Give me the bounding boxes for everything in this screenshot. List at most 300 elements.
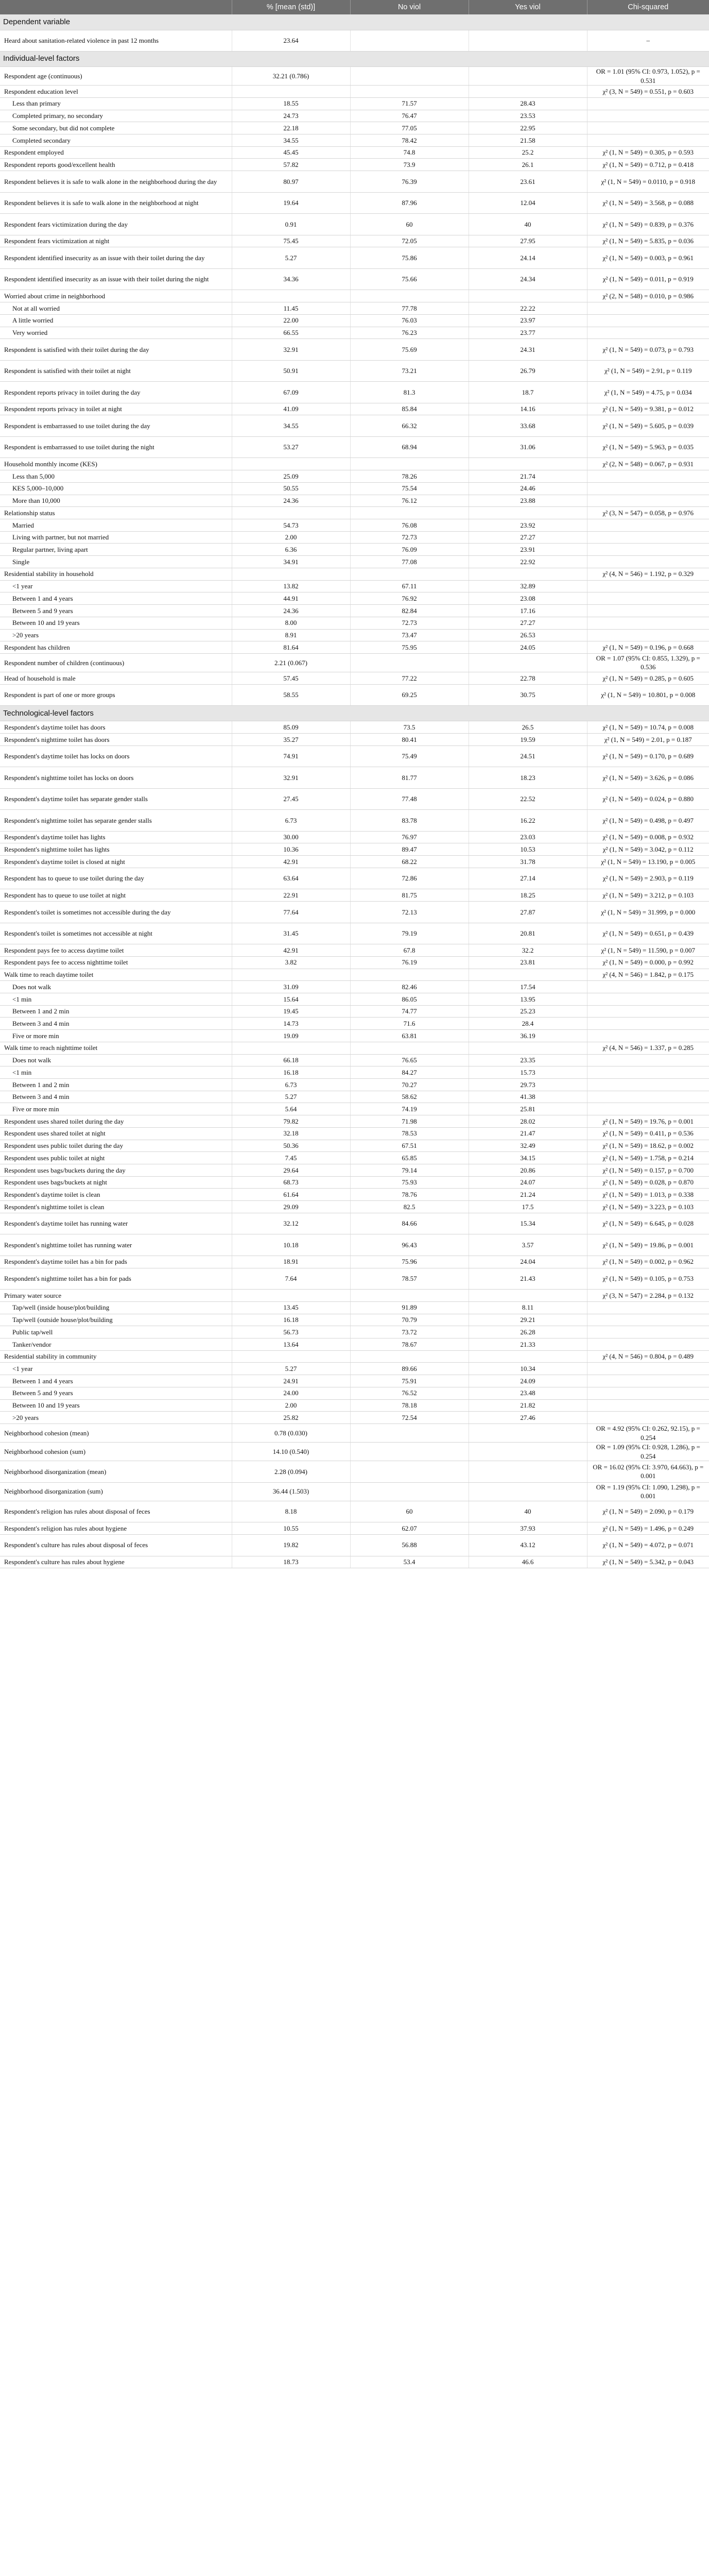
yes-viol-cell: 23.81 (469, 956, 587, 969)
yes-viol-cell (469, 653, 587, 672)
yes-viol-cell: 32.89 (469, 580, 587, 592)
yes-viol-cell (469, 969, 587, 981)
yes-viol-cell (469, 30, 587, 52)
variable-cell: Respondent's culture has rules about disposal of feces (0, 1535, 232, 1556)
variable-cell: Between 5 and 9 years (0, 1387, 232, 1399)
percent-cell: 19.82 (232, 1535, 350, 1556)
no-viol-cell: 75.96 (350, 1256, 469, 1268)
percent-cell: 0.78 (0.030) (232, 1424, 350, 1443)
no-viol-cell: 89.47 (350, 843, 469, 856)
chi-squared-cell (587, 1054, 709, 1066)
chi-squared-cell (587, 327, 709, 339)
table-row (0, 1115, 709, 1128)
no-viol-cell: 73.21 (350, 360, 469, 382)
table-subrow (0, 1399, 709, 1412)
chi-squared-cell (587, 1005, 709, 1018)
percent-cell: 58.55 (232, 684, 350, 706)
variable-cell: Respondent's daytime toilet has running water (0, 1213, 232, 1234)
table-subrow (0, 1091, 709, 1103)
no-viol-cell: 78.76 (350, 1189, 469, 1201)
percent-cell: 18.73 (232, 1556, 350, 1568)
yes-viol-cell: 23.48 (469, 1387, 587, 1399)
variable-cell: Respondent's daytime toilet has a bin for pads (0, 1256, 232, 1268)
no-viol-cell: 71.98 (350, 1115, 469, 1128)
chi-squared-cell (587, 1301, 709, 1314)
variable-cell: Between 1 and 2 min (0, 1005, 232, 1018)
percent-cell: 77.64 (232, 902, 350, 923)
yes-viol-cell: 26.79 (469, 360, 587, 382)
chi-squared-cell: χ² (1, N = 549) = 10.74, p = 0.008 (587, 721, 709, 734)
table-subrow (0, 122, 709, 134)
percent-cell: 7.45 (232, 1152, 350, 1164)
chi-squared-cell: χ² (1, N = 549) = 0.839, p = 0.376 (587, 214, 709, 235)
chi-squared-cell: χ² (1, N = 549) = 5.605, p = 0.039 (587, 415, 709, 437)
yes-viol-cell: 28.4 (469, 1018, 587, 1030)
chi-squared-cell (587, 1363, 709, 1375)
yes-viol-cell (469, 1042, 587, 1054)
table-row (0, 1290, 709, 1302)
yes-viol-cell: 21.82 (469, 1399, 587, 1412)
no-viol-cell: 67.8 (350, 944, 469, 957)
chi-squared-cell: OR = 1.19 (95% CI: 1.090, 1.298), p = 0.001 (587, 1482, 709, 1501)
chi-squared-cell (587, 544, 709, 556)
yes-viol-cell: 23.97 (469, 314, 587, 327)
chi-squared-cell: χ² (1, N = 549) = 18.62, p = 0.002 (587, 1140, 709, 1152)
yes-viol-cell (469, 1350, 587, 1363)
no-viol-cell (350, 1424, 469, 1443)
yes-viol-cell: 17.16 (469, 605, 587, 617)
variable-cell: Respondent's religion has rules about hygiene (0, 1522, 232, 1535)
variable-cell: Between 10 and 19 years (0, 1399, 232, 1412)
table-subrow (0, 981, 709, 993)
percent-cell: 18.55 (232, 97, 350, 110)
table-subrow (0, 1066, 709, 1079)
percent-cell: 32.18 (232, 1127, 350, 1140)
chi-squared-cell: χ² (1, N = 549) = 5.835, p = 0.036 (587, 235, 709, 247)
chi-squared-cell (587, 519, 709, 532)
no-viol-cell: 68.94 (350, 436, 469, 458)
chi-squared-cell: χ² (1, N = 549) = 2.91, p = 0.119 (587, 360, 709, 382)
variable-cell: Between 3 and 4 min (0, 1091, 232, 1103)
no-viol-cell: 80.41 (350, 733, 469, 745)
variable-cell: Between 1 and 2 min (0, 1078, 232, 1091)
chi-squared-cell: χ² (1, N = 549) = 3.626, p = 0.086 (587, 767, 709, 789)
chi-squared-cell (587, 1412, 709, 1424)
yes-viol-cell: 14.16 (469, 403, 587, 415)
chi-squared-cell (587, 1387, 709, 1399)
yes-viol-cell: 25.81 (469, 1103, 587, 1115)
no-viol-cell: 82.46 (350, 981, 469, 993)
chi-squared-cell (587, 122, 709, 134)
variable-cell: Respondent number of children (continuous) (0, 653, 232, 672)
variable-cell: Respondent is satisfied with their toilet during the day (0, 339, 232, 361)
yes-viol-cell: 26.1 (469, 159, 587, 171)
percent-cell: 35.27 (232, 733, 350, 745)
percent-cell: 13.45 (232, 1301, 350, 1314)
percent-cell: 63.64 (232, 868, 350, 889)
yes-viol-cell: 27.46 (469, 1412, 587, 1424)
yes-viol-cell (469, 507, 587, 519)
variable-cell: Respondent's nighttime toilet has doors (0, 733, 232, 745)
yes-viol-cell: 20.81 (469, 923, 587, 944)
chi-squared-cell (587, 1314, 709, 1326)
yes-viol-cell: 23.92 (469, 519, 587, 532)
percent-cell: 41.09 (232, 403, 350, 415)
table-row (0, 159, 709, 171)
variable-cell: Respondent pays fee to access nighttime toilet (0, 956, 232, 969)
table-row (0, 767, 709, 789)
yes-viol-cell: 23.88 (469, 495, 587, 507)
variable-cell: Respondent's daytime toilet is clean (0, 1189, 232, 1201)
no-viol-cell: 70.27 (350, 1078, 469, 1091)
no-viol-cell: 77.48 (350, 788, 469, 810)
yes-viol-cell: 28.43 (469, 97, 587, 110)
variable-cell: Respondent uses bags/buckets at night (0, 1176, 232, 1189)
percent-cell (232, 969, 350, 981)
chi-squared-cell: χ² (1, N = 549) = 9.381, p = 0.012 (587, 403, 709, 415)
percent-cell: 14.73 (232, 1018, 350, 1030)
variable-cell: Public tap/well (0, 1326, 232, 1338)
table-row (0, 810, 709, 832)
no-viol-cell: 73.72 (350, 1326, 469, 1338)
no-viol-cell: 72.05 (350, 235, 469, 247)
yes-viol-cell (469, 1482, 587, 1501)
yes-viol-cell (469, 1424, 587, 1443)
variable-cell: Respondent uses bags/buckets during the day (0, 1164, 232, 1177)
variable-cell: Respondent believes it is safe to walk alone in the neighborhood during the day (0, 171, 232, 193)
yes-viol-cell: 32.49 (469, 1140, 587, 1152)
table-subrow (0, 1054, 709, 1066)
chi-squared-cell: χ² (1, N = 549) = 0.0110, p = 0.918 (587, 171, 709, 193)
yes-viol-cell: 22.22 (469, 302, 587, 315)
variable-cell: Respondent identified insecurity as an issue with their toilet during the day (0, 247, 232, 269)
percent-cell: 32.12 (232, 1213, 350, 1234)
yes-viol-cell: 23.03 (469, 831, 587, 843)
chi-squared-cell: χ² (1, N = 549) = 0.105, p = 0.753 (587, 1268, 709, 1290)
chi-squared-cell: χ² (1, N = 549) = 3.042, p = 0.112 (587, 843, 709, 856)
yes-viol-cell: 28.02 (469, 1115, 587, 1128)
variable-cell: Respondent identified insecurity as an issue with their toilet during the night (0, 268, 232, 290)
percent-cell: 57.82 (232, 159, 350, 171)
no-viol-cell: 76.23 (350, 327, 469, 339)
table-row (0, 1522, 709, 1535)
percent-cell: 19.45 (232, 1005, 350, 1018)
chi-squared-cell (587, 629, 709, 641)
table-row (0, 1176, 709, 1189)
table-row (0, 415, 709, 437)
yes-viol-cell: 33.68 (469, 415, 587, 437)
table-subrow (0, 1375, 709, 1387)
no-viol-cell: 89.66 (350, 1363, 469, 1375)
no-viol-cell: 83.78 (350, 810, 469, 832)
table-row (0, 339, 709, 361)
table-row (0, 684, 709, 706)
percent-cell: 67.09 (232, 382, 350, 403)
percent-cell: 80.97 (232, 171, 350, 193)
table-row (0, 831, 709, 843)
no-viol-cell: 81.3 (350, 382, 469, 403)
table-row (0, 1213, 709, 1234)
table-row (0, 1152, 709, 1164)
chi-squared-cell: χ² (1, N = 549) = 0.003, p = 0.961 (587, 247, 709, 269)
percent-cell (232, 86, 350, 98)
percent-cell: 36.44 (1.503) (232, 1482, 350, 1501)
percent-cell: 24.00 (232, 1387, 350, 1399)
table-row (0, 788, 709, 810)
chi-squared-cell (587, 1375, 709, 1387)
percent-cell: 6.36 (232, 544, 350, 556)
no-viol-cell: 72.73 (350, 617, 469, 629)
percent-cell: 85.09 (232, 721, 350, 734)
yes-viol-cell: 18.23 (469, 767, 587, 789)
table-row (0, 1443, 709, 1461)
no-viol-cell: 79.14 (350, 1164, 469, 1177)
no-viol-cell: 78.67 (350, 1338, 469, 1350)
header-no-viol: No viol (350, 0, 469, 14)
yes-viol-cell: 10.34 (469, 1363, 587, 1375)
yes-viol-cell: 27.95 (469, 235, 587, 247)
yes-viol-cell: 21.74 (469, 470, 587, 483)
no-viol-cell: 76.09 (350, 544, 469, 556)
yes-viol-cell: 40 (469, 1501, 587, 1522)
percent-cell: 8.18 (232, 1501, 350, 1522)
percent-cell: 45.45 (232, 146, 350, 159)
table-body (0, 14, 709, 1568)
table-row (0, 1556, 709, 1568)
no-viol-cell: 78.57 (350, 1268, 469, 1290)
variable-cell: Between 5 and 9 years (0, 605, 232, 617)
chi-squared-cell: χ² (1, N = 549) = 0.170, p = 0.689 (587, 745, 709, 767)
header-percent: % [mean (std)] (232, 0, 350, 14)
variable-cell: Between 1 and 4 years (0, 1375, 232, 1387)
variable-cell: <1 year (0, 1363, 232, 1375)
percent-cell: 2.28 (0.094) (232, 1461, 350, 1483)
percent-cell: 53.27 (232, 436, 350, 458)
yes-viol-cell (469, 1443, 587, 1461)
percent-cell: 13.64 (232, 1338, 350, 1350)
no-viol-cell: 75.86 (350, 247, 469, 269)
yes-viol-cell: 22.52 (469, 788, 587, 810)
no-viol-cell: 82.5 (350, 1201, 469, 1213)
table-row (0, 1140, 709, 1152)
table-subrow (0, 470, 709, 483)
chi-squared-cell: χ² (1, N = 549) = 0.000, p = 0.992 (587, 956, 709, 969)
header-variable (0, 0, 232, 14)
percent-cell: 32.91 (232, 767, 350, 789)
chi-squared-cell (587, 314, 709, 327)
table-row (0, 653, 709, 672)
no-viol-cell (350, 969, 469, 981)
no-viol-cell: 87.96 (350, 192, 469, 214)
no-viol-cell: 63.81 (350, 1030, 469, 1042)
no-viol-cell: 60 (350, 214, 469, 235)
percent-cell: 22.00 (232, 314, 350, 327)
chi-squared-cell: χ² (1, N = 549) = 10.801, p = 0.008 (587, 684, 709, 706)
no-viol-cell: 82.84 (350, 605, 469, 617)
percent-cell: 66.18 (232, 1054, 350, 1066)
variable-cell: Respondent's nighttime toilet has running water (0, 1234, 232, 1256)
yes-viol-cell: 37.93 (469, 1522, 587, 1535)
variable-cell: Respondent uses public toilet during the day (0, 1140, 232, 1152)
chi-squared-cell (587, 1018, 709, 1030)
no-viol-cell: 66.32 (350, 415, 469, 437)
chi-squared-cell (587, 495, 709, 507)
variable-cell: Living with partner, but not married (0, 531, 232, 544)
percent-cell: 75.45 (232, 235, 350, 247)
chi-squared-cell: χ² (4, N = 546) = 1.337, p = 0.285 (587, 1042, 709, 1054)
no-viol-cell: 77.22 (350, 672, 469, 685)
table-subrow (0, 1005, 709, 1018)
chi-squared-cell: OR = 1.01 (95% CI: 0.973, 1.052), p = 0.531 (587, 67, 709, 86)
yes-viol-cell (469, 1290, 587, 1302)
table-subrow (0, 1301, 709, 1314)
no-viol-cell: 73.9 (350, 159, 469, 171)
variable-cell: Neighborhood disorganization (sum) (0, 1482, 232, 1501)
header-chi-squared: Chi-squared (587, 0, 709, 14)
chi-squared-cell: χ² (4, N = 546) = 1.192, p = 0.329 (587, 568, 709, 580)
variable-cell: Respondent's daytime toilet is closed at night (0, 856, 232, 868)
chi-squared-cell: χ² (1, N = 549) = 5.342, p = 0.043 (587, 1556, 709, 1568)
variable-cell: Some secondary, but did not complete (0, 122, 232, 134)
yes-viol-cell: 24.51 (469, 745, 587, 767)
table-row (0, 507, 709, 519)
no-viol-cell (350, 86, 469, 98)
table-row (0, 745, 709, 767)
variable-cell: KES 5,000–10,000 (0, 482, 232, 495)
table-row (0, 902, 709, 923)
table-subrow (0, 1030, 709, 1042)
chi-squared-cell: χ² (1, N = 549) = 6.645, p = 0.028 (587, 1213, 709, 1234)
table-row (0, 1256, 709, 1268)
variable-cell: Single (0, 556, 232, 568)
no-viol-cell: 58.62 (350, 1091, 469, 1103)
variable-cell: Respondent is satisfied with their toilet at night (0, 360, 232, 382)
chi-squared-cell: OR = 1.09 (95% CI: 0.928, 1.286), p = 0.254 (587, 1443, 709, 1461)
no-viol-cell: 65.85 (350, 1152, 469, 1164)
percent-cell: 10.36 (232, 843, 350, 856)
chi-squared-cell: χ² (1, N = 549) = 1.758, p = 0.214 (587, 1152, 709, 1164)
variable-cell: <1 min (0, 1066, 232, 1079)
yes-viol-cell: 24.05 (469, 641, 587, 654)
variable-cell: Respondent employed (0, 146, 232, 159)
table-subrow (0, 302, 709, 315)
percent-cell: 24.91 (232, 1375, 350, 1387)
variable-cell: Respondent's culture has rules about hygiene (0, 1556, 232, 1568)
percent-cell: 56.73 (232, 1326, 350, 1338)
no-viol-cell: 76.52 (350, 1387, 469, 1399)
table-row (0, 944, 709, 957)
variable-cell: Between 3 and 4 min (0, 1018, 232, 1030)
chi-squared-cell: χ² (2, N = 548) = 0.010, p = 0.986 (587, 290, 709, 302)
chi-squared-cell: χ² (1, N = 549) = 0.008, p = 0.932 (587, 831, 709, 843)
header-yes-viol: Yes viol (469, 0, 587, 14)
percent-cell: 44.91 (232, 592, 350, 605)
table-row (0, 1127, 709, 1140)
variable-cell: Respondent has to queue to use toilet at night (0, 889, 232, 902)
table-subrow (0, 482, 709, 495)
percent-cell: 5.27 (232, 1363, 350, 1375)
chi-squared-cell: χ² (1, N = 549) = 2.01, p = 0.187 (587, 733, 709, 745)
variable-cell: Respondent's nighttime toilet has a bin for pads (0, 1268, 232, 1290)
section-title: Technological-level factors (0, 706, 709, 721)
yes-viol-cell: 27.27 (469, 531, 587, 544)
yes-viol-cell: 25.2 (469, 146, 587, 159)
variable-cell: Respondent's nighttime toilet has separate gender stalls (0, 810, 232, 832)
variable-cell: Respondent's daytime toilet has locks on doors (0, 745, 232, 767)
yes-viol-cell: 10.53 (469, 843, 587, 856)
yes-viol-cell: 22.78 (469, 672, 587, 685)
table-row (0, 171, 709, 193)
no-viol-cell: 91.89 (350, 1301, 469, 1314)
variable-cell: Between 1 and 4 years (0, 592, 232, 605)
table-subrow (0, 1338, 709, 1350)
variable-cell: Between 10 and 19 years (0, 617, 232, 629)
variable-cell: Does not walk (0, 981, 232, 993)
no-viol-cell (350, 1461, 469, 1483)
table-row (0, 1234, 709, 1256)
variable-cell: <1 min (0, 993, 232, 1005)
no-viol-cell: 53.4 (350, 1556, 469, 1568)
percent-cell: 6.73 (232, 810, 350, 832)
table-row (0, 30, 709, 52)
percent-cell: 29.64 (232, 1164, 350, 1177)
table-row (0, 856, 709, 868)
table-row (0, 1350, 709, 1363)
chi-squared-cell: χ² (1, N = 549) = 0.028, p = 0.870 (587, 1176, 709, 1189)
variable-cell: Primary water source (0, 1290, 232, 1302)
no-viol-cell: 84.27 (350, 1066, 469, 1079)
no-viol-cell: 76.39 (350, 171, 469, 193)
variable-cell: Respondent's nighttime toilet has lights (0, 843, 232, 856)
percent-cell: 50.36 (232, 1140, 350, 1152)
table-row (0, 1164, 709, 1177)
chi-squared-cell (587, 1399, 709, 1412)
percent-cell: 5.27 (232, 247, 350, 269)
no-viol-cell: 74.8 (350, 146, 469, 159)
yes-viol-cell: 18.7 (469, 382, 587, 403)
chi-squared-cell: χ² (1, N = 549) = 31.999, p = 0.000 (587, 902, 709, 923)
yes-viol-cell: 13.95 (469, 993, 587, 1005)
yes-viol-cell: 43.12 (469, 1535, 587, 1556)
variable-cell: <1 year (0, 580, 232, 592)
table-row (0, 382, 709, 403)
no-viol-cell (350, 1042, 469, 1054)
variable-cell: Worried about crime in neighborhood (0, 290, 232, 302)
table-subrow (0, 1103, 709, 1115)
percent-cell: 5.27 (232, 1091, 350, 1103)
yes-viol-cell: 15.34 (469, 1213, 587, 1234)
yes-viol-cell: 23.35 (469, 1054, 587, 1066)
chi-squared-cell (587, 531, 709, 544)
percent-cell: 7.64 (232, 1268, 350, 1290)
header-row (0, 0, 709, 14)
yes-viol-cell: 36.19 (469, 1030, 587, 1042)
yes-viol-cell: 29.73 (469, 1078, 587, 1091)
percent-cell: 30.00 (232, 831, 350, 843)
chi-squared-cell (587, 1103, 709, 1115)
table-subrow (0, 629, 709, 641)
percent-cell: 27.45 (232, 788, 350, 810)
variable-cell: Respondent is embarrassed to use toilet during the day (0, 415, 232, 437)
yes-viol-cell: 24.46 (469, 482, 587, 495)
chi-squared-cell (587, 556, 709, 568)
chi-squared-cell: χ² (4, N = 546) = 0.804, p = 0.489 (587, 1350, 709, 1363)
table-subrow (0, 1387, 709, 1399)
yes-viol-cell: 3.57 (469, 1234, 587, 1256)
chi-squared-cell: χ² (1, N = 549) = 5.963, p = 0.035 (587, 436, 709, 458)
chi-squared-cell: χ² (1, N = 549) = 3.568, p = 0.088 (587, 192, 709, 214)
table-row (0, 1461, 709, 1483)
